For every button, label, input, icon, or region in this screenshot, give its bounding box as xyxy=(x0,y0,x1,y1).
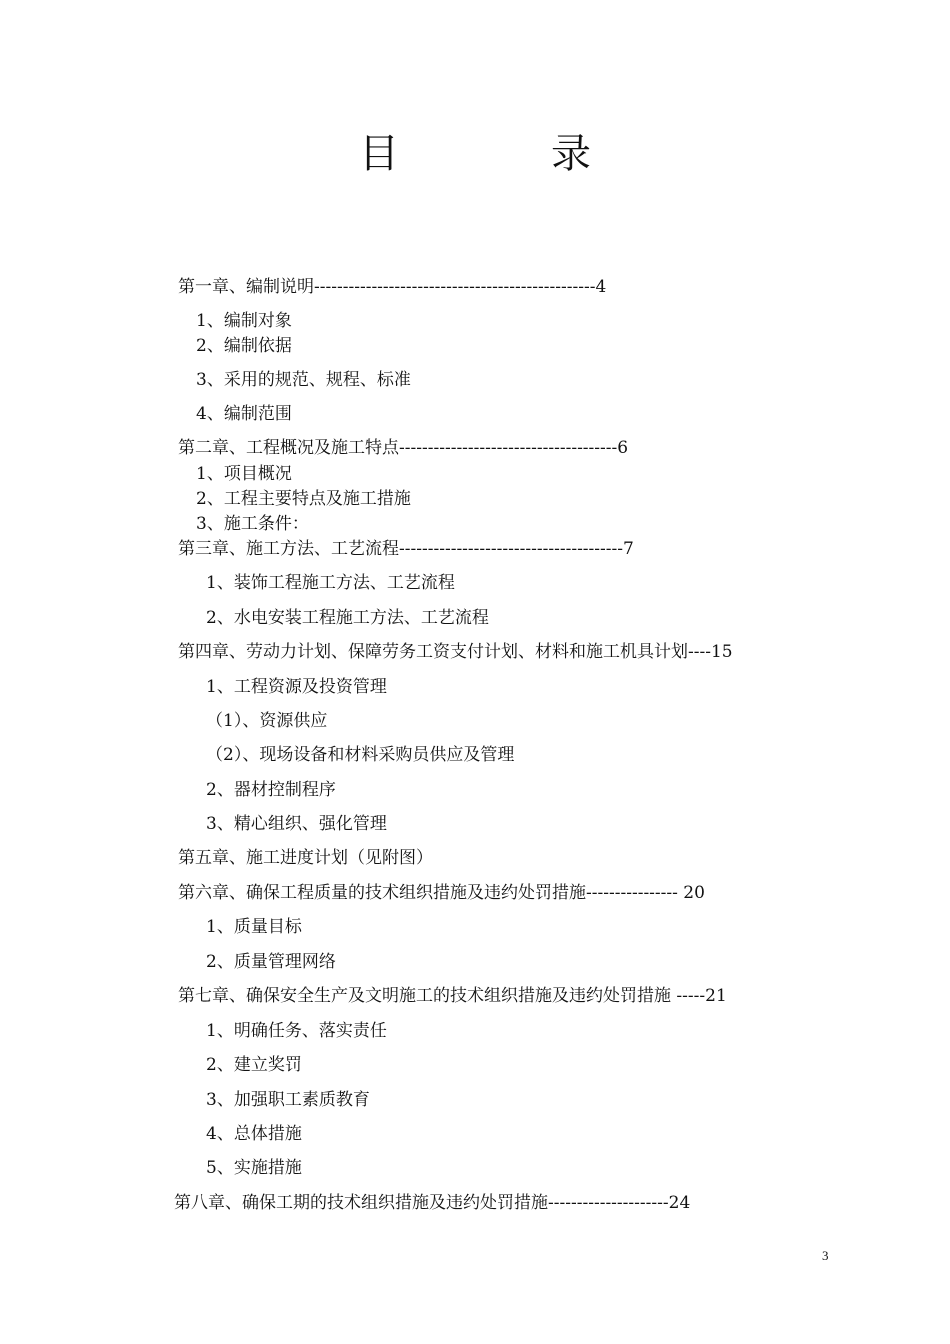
toc-item: 2、编制依据 xyxy=(196,336,292,356)
toc-item: 1、项目概况 xyxy=(196,464,292,484)
toc-item: 2、建立奖罚 xyxy=(206,1055,302,1075)
toc-chapter-6: 第六章、确保工程质量的技术组织措施及违约处罚措施---------------- 20 xyxy=(178,883,705,903)
toc-item: 2、器材控制程序 xyxy=(206,780,336,800)
toc-subitem: （1）、资源供应 xyxy=(206,711,328,731)
toc-item: 3、加强职工素质教育 xyxy=(206,1090,370,1110)
toc-item: 3、采用的规范、规程、标准 xyxy=(196,370,411,390)
toc-item: 2、水电安装工程施工方法、工艺流程 xyxy=(206,608,489,628)
toc-item: 3、精心组织、强化管理 xyxy=(206,814,387,834)
toc-title: 目 录 xyxy=(359,131,647,177)
toc-chapter-1: 第一章、编制说明-------------------------------------------------4 xyxy=(178,277,607,297)
toc-item: 1、明确任务、落实责任 xyxy=(206,1021,387,1041)
toc-item: 4、总体措施 xyxy=(206,1124,302,1144)
toc-item: 4、编制范围 xyxy=(196,404,292,424)
toc-chapter-8: 第八章、确保工期的技术组织措施及违约处罚措施---------------------24 xyxy=(174,1193,691,1213)
toc-subitem: （2）、现场设备和材料采购员供应及管理 xyxy=(206,745,515,765)
toc-item: 3、施工条件： xyxy=(196,514,309,534)
toc-item: 2、工程主要特点及施工措施 xyxy=(196,489,411,509)
toc-item: 1、质量目标 xyxy=(206,917,302,937)
page-number: 3 xyxy=(822,1248,829,1263)
toc-chapter-4: 第四章、劳动力计划、保障劳务工资支付计划、材料和施工机具计划----15 xyxy=(178,642,733,662)
toc-chapter-3: 第三章、施工方法、工艺流程---------------------------------------7 xyxy=(178,539,634,559)
toc-chapter-2: 第二章、工程概况及施工特点--------------------------------------6 xyxy=(178,438,629,458)
toc-item: 1、工程资源及投资管理 xyxy=(206,677,387,697)
toc-item: 5、实施措施 xyxy=(206,1158,302,1178)
toc-item: 1、装饰工程施工方法、工艺流程 xyxy=(206,573,455,593)
toc-item: 1、编制对象 xyxy=(196,311,292,331)
toc-chapter-5: 第五章、施工进度计划（见附图） xyxy=(178,848,433,868)
toc-chapter-7: 第七章、确保安全生产及文明施工的技术组织措施及违约处罚措施 -----21 xyxy=(178,986,727,1006)
toc-item: 2、质量管理网络 xyxy=(206,952,336,972)
